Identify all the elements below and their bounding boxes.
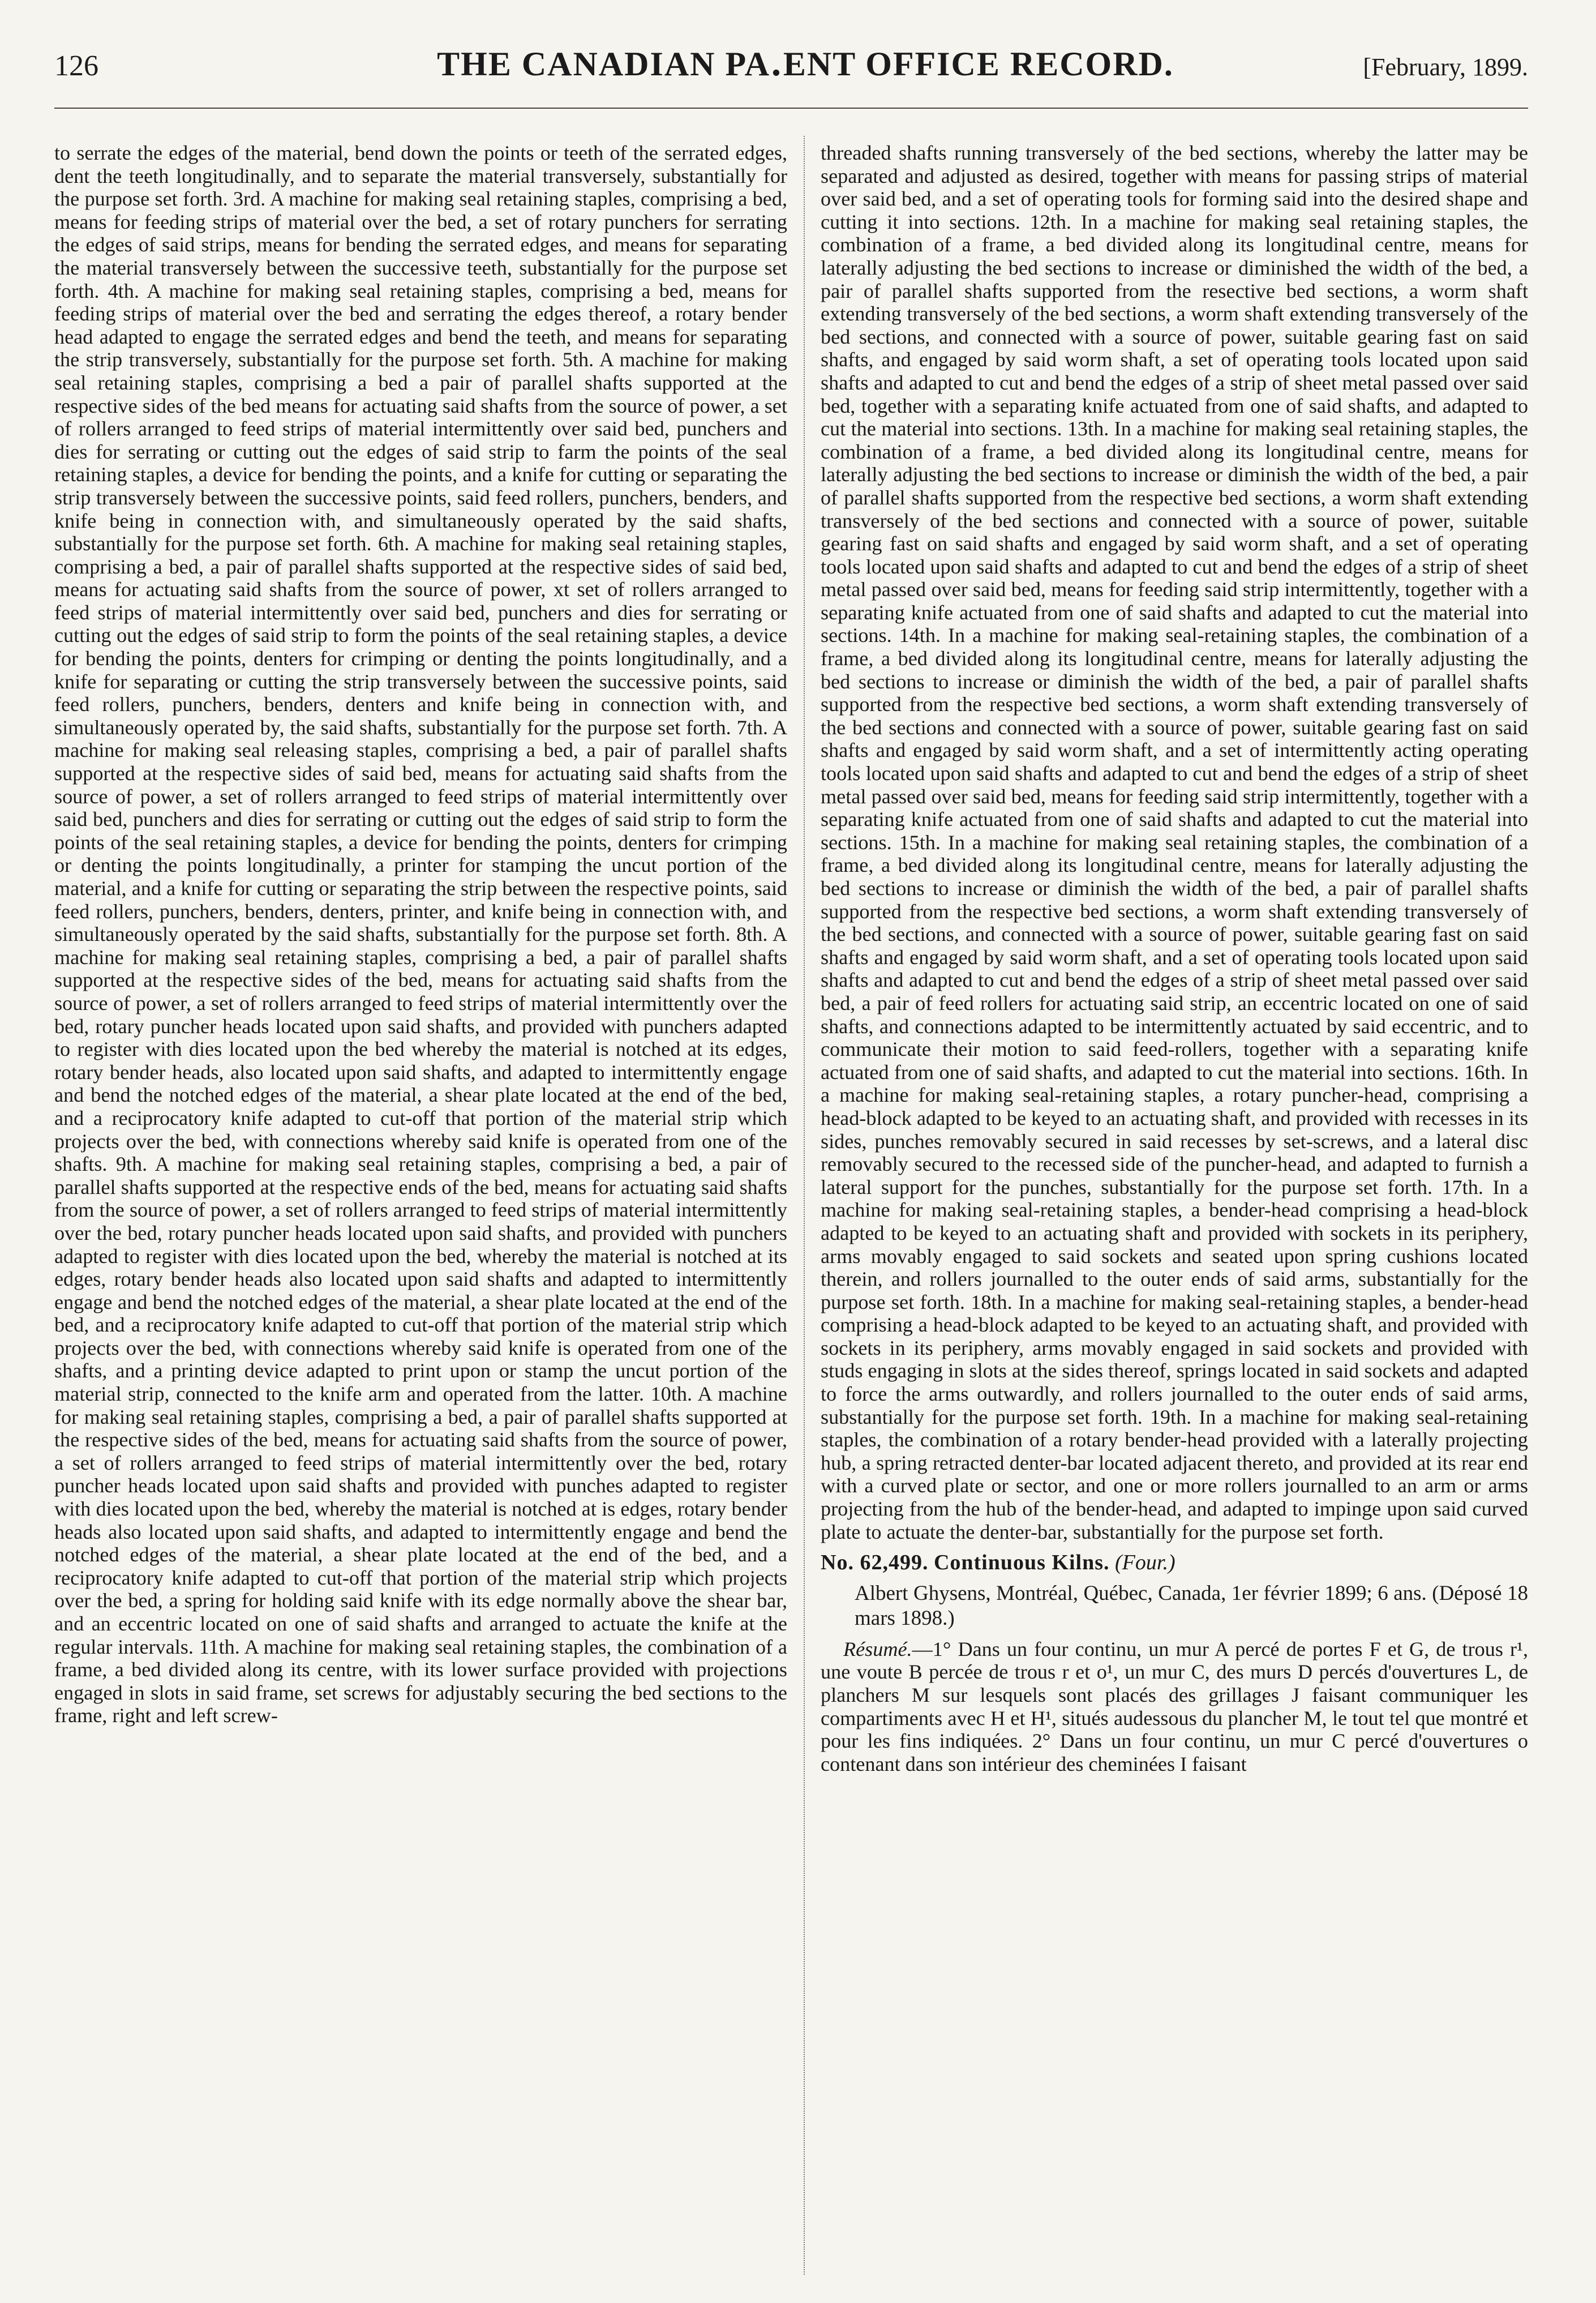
resume-label: Résumé. — [843, 1637, 912, 1660]
patent-applicant: Albert Ghysens, Montréal, Québec, Canada, 1er février 1899; 6 ans. (Déposé 18 mars 1898.) — [855, 1581, 1528, 1630]
patent-name: Continuous Kilns. — [933, 1551, 1110, 1575]
journal-title: THE CANADIAN PA․ENT OFFICE RECORD. — [437, 45, 1174, 83]
header-rule — [54, 108, 1528, 109]
page-header — [54, 44, 1528, 101]
patent-entry-heading — [821, 1551, 1528, 1574]
resume-text: —1° Dans un four continu, un mur A percé de portes F et G, de trous r¹, une voute B percée de trous r et o¹, un mur C, des murs D percés d'ouvertures L, de planchers M sur lesquels sont placés des grillages J faisant communiquer les compartiments avec H et H¹, situés audessous du plancher M, le tout tel que montré et pour les fins indiquées. 2° Dans un four continu, un mur C percé d'ouvertures o contenant dans son intérieur des cheminées I faisant — [821, 1637, 1528, 1775]
left-column-text: to serrate the edges of the material, bend down the points or teeth of the serrated edges, dent the teeth longitudinally, and to separate the material transversely, substantially for the purpose set forth. 3rd. A machine for making seal retaining staples, comprising a bed, means for feeding strips of material over the bed, a set of rotary punchers for serrating the edges of said strips, means for bending the serrated edges, and means for separating the material transversely between the successive teeth, substantially for the purpose set forth. 4th. A machine for making seal retaining staples, comprising a bed, means for feeding strips of material over the bed and serrating the edges thereof, a rotary bender head adapted to engage the serrated edges and bend the teeth, and means for separating the strip transversely, substantially for the purpose set forth. 5th. A machine for making seal retaining staples, comprising a bed a pair of parallel shafts supported at the respective sides of the bed means for actuating said shafts from the source of power, a set of rollers arranged to feed strips of material intermittently over said bed, punchers and dies for serrating or cutting out the edges of said strip to farm the points of the seal retaining staples, a device for bending the points, and a knife for cutting or separating the strip transversely between the successive points, said feed rollers, punchers, benders, and knife being in connection with, and simultaneously operated by the said shafts, substantially for the purpose set forth. 6th. A machine for making seal retaining staples, comprising a bed, a pair of parallel shafts supported at the respective sides of said bed, means for actuating said shafts from the source of power, xt set of rollers arranged to feed strips of material intermittently over said bed, punchers and dies for serrating or cutting out the edges of said strip to form the points of the seal retaining staples, a device for bending the points, denters for crimping or denting the points longitudinally, and a knife for separating or cutting the strip transversely between the successive points, said feed rollers, punchers, benders, denters and knife being in connection with, and simultaneously operated by, the said shafts, substantially for the purpose set forth. 7th. A machine for making seal releasing staples, comprising a bed, a pair of parallel shafts supported at the respective sides of said bed, means for actuating said shafts from the source of power, a set of rollers arranged to feed strips of material intermittently over said bed, punchers and dies for serrating or cutting out the edges of said strip to form the points of the seal retaining staples, a device for bending the points, denters for crimping or denting the points longitudinally, a printer for stamping the uncut portion of the material, and a knife for cutting or separating the strip between the respective points, said feed rollers, punchers, benders, denters, printer, and knife being in connection with, and simultaneously operated by the said shafts, substantially for the purpose set forth. 8th. A machine for making seal retaining staples, comprising a bed, a pair of parallel shafts supported at the respective sides of the bed, means for actuating said shafts from the source of power, a set of rollers arranged to feed strips of material intermittently over the bed, rotary puncher heads located upon said shafts, and provided with punchers adapted to register with dies located upon the bed whereby the material is notched at its edges, rotary bender heads, also located upon said shafts, and adapted to intermittently engage and bend the notched edges of the material, a shear plate located at the end of the bed, and a reciprocatory knife adapted to cut-off that portion of the material strip which projects over the bed, with connections whereby said knife is operated from one of the shafts. 9th. A machine for making seal retaining staples, comprising a bed, a pair of parallel shafts supported at the respective ends of the bed, means for actuating said shafts from the source of power, a set of rollers arranged to feed strips of material intermittently over the bed, rotary puncher heads located upon said shafts, and provided with punchers adapted to register with dies located upon the bed, whereby the material is notched at its edges, rotary bender heads also located upon said shafts and adapted to intermittently engage and bend the notched edges of the material, a shear plate located at the end of the bed, and a reciprocatory knife adapted to cut-off that portion of the material strip which projects over the bed, with connections whereby said knife is operated from one of the shafts, and a printing device adapted to print upon or stamp the uncut portion of the material strip, connected to the knife arm and operated from the latter. 10th. A machine for making seal retaining staples, comprising a bed, a pair of parallel shafts supported at the respective sides of the bed, means for actuating said shafts from the source of power, a set of rollers arranged to feed strips of material intermittently over the bed, rotary puncher heads located upon said shafts and provided with punches adapted to register with dies located upon the bed, whereby the material is notched at is edges, rotary bender heads also located upon said shafts, and adapted to intermittently engage and bend the notched edges of the material, a shear plate located at the end of the bed, and a reciprocatory knife adapted to cut-off that portion of the material strip which projects over the bed, a spring for holding said knife with its edge normally above the shear bar, and an eccentric located on one of said shafts and arranged to actuate the knife at the regular intervals. 11th. A machine for making seal retaining staples, the combination of a frame, a bed divided along its centre, with its lower surface provided with projections engaged in slots in said frame, set screws for adjustably securing the bed sections to the frame, right and left screw- — [54, 142, 787, 1727]
right-column — [821, 142, 1528, 2276]
page-number: 126 — [54, 50, 98, 82]
issue-date: [February, 1899. — [1363, 53, 1528, 81]
column-divider — [804, 136, 805, 2275]
right-column-text: threaded shafts running transversely of the bed sections, whereby the latter may be separated and adjusted as desired, together with means for passing strips of material over said bed, and a set of operating tools for forming said into the desired shape and cutting it into sections. 12th. In a machine for making seal retaining staples, the combination of a frame, a bed divided along its longitudinal centre, means for laterally adjusting the bed sections to increase or diminished the width of the bed, a pair of parallel shafts supported from the resective bed sections, a worm shaft extending transversely of the bed sections, a worm shaft extending transversely of the bed sections, and connected with a source of power, suitable gearing fast on said shafts, and engaged by said worm shaft, a set of operating tools located upon said shafts and adapted to cut and bend the edges of a strip of sheet metal passed over said bed, together with a separating knife actuated from one of said shafts, and adapted to cut the material into sections. 13th. In a machine for making seal retaining staples, the combination of a frame, a bed divided along its longitudinal centre, means for laterally adjusting the bed sections to increase or diminish the width of the bed, a pair of parallel shafts supported from the respective bed sections, a worm shaft extending transversely of the bed sections and connected with a source of power, suitable gearing fast on said shafts and engaged by said worm shaft, and a set of operating tools located upon said shafts and adapted to cut and bend the edges of a strip of sheet metal passed over said bed, means for feeding said strip intermittently, together with a separating knife actuated from one of said shafts and adapted to cut the material into sections. 14th. In a machine for making seal-retaining staples, the combination of a frame, a bed divided along its longitudinal centre, means for laterally adjusting the bed sections to increase or diminish the width of the bed, a pair of parallel shafts supported from the respective bed sections, a worm shaft extending transversely of the bed sections and connected with a source of power, suitable gearing fast on said shafts and engaged by said worm shaft, and a set of intermittently acting operating tools located upon said shafts and adapted to cut and bend the edges of a strip of sheet metal passed over said bed, means for feeding said strip intermittently, together with a separating knife actuated from one of said shafts and adapted to cut the material into sections. 15th. In a machine for making seal retaining staples, the combination of a frame, a bed divided along its longitudinal centre, means for laterally adjusting the bed sections to increase or diminish the width of the bed, a pair of parallel shafts supported from the respective bed sections, a worm shaft extending transversely of the bed sections, and connected with a source of power, suitable gearing fast on said shafts and engaged by said worm shaft, and a set of operating tools located upon said shafts and adapted to cut and bend the edges of a strip of sheet metal passed over said bed, a pair of feed rollers for actuating said strip, an eccentric located on one of said shafts, and connections adapted to be intermittently actuated by said eccentric, and to communicate their motion to said feed-rollers, together with a separating knife actuated from one of said shafts, and adapted to cut the material into sections. 16th. In a machine for making seal-retaining staples, a rotary puncher-head, comprising a head-block adapted to be keyed to an actuating shaft, and provided with recesses in its sides, punches removably secured in said recesses by set-screws, and a lateral disc removably secured to the recessed side of the puncher-head, and adapted to furnish a lateral support for the punches, substantially for the purpose set forth. 17th. In a machine for making seal-retaining staples, a bender-head comprising a head-block adapted to be keyed to an actuating shaft and provided with sockets in its periphery, arms movably engaged to said sockets and seated upon spring cushions located therein, and rollers journalled to the outer ends of said arms, substantially for the purpose set forth. 18th. In a machine for making seal-retaining staples, a bender-head comprising a head-block adapted to be keyed to an actuating shaft, and provided with sockets in its periphery, arms movably engaged in said sockets and provided with studs engaging in slots at the sides thereof, springs located in said sockets and adapted to force the arms outwardly, and rollers journalled to the outer ends of said arms, substantially for the purpose set forth. 19th. In a machine for making seal-retaining staples, the combination of a rotary bender-head provided with a laterally projecting hub, a spring retracted denter-bar located adjacent thereto, and provided at its rear end with a curved plate or sector, and one or more rollers journalled to an arm or arms projecting from the hub of the bender-head, and adapted to impinge upon said curved plate to actuate the denter-bar, substantially for the purpose set forth. — [821, 142, 1528, 1543]
patent-resume — [821, 1638, 1528, 1776]
patent-number: No. 62,499. — [821, 1551, 929, 1575]
patent-class: (Four.) — [1115, 1551, 1175, 1575]
left-column — [54, 142, 787, 2276]
